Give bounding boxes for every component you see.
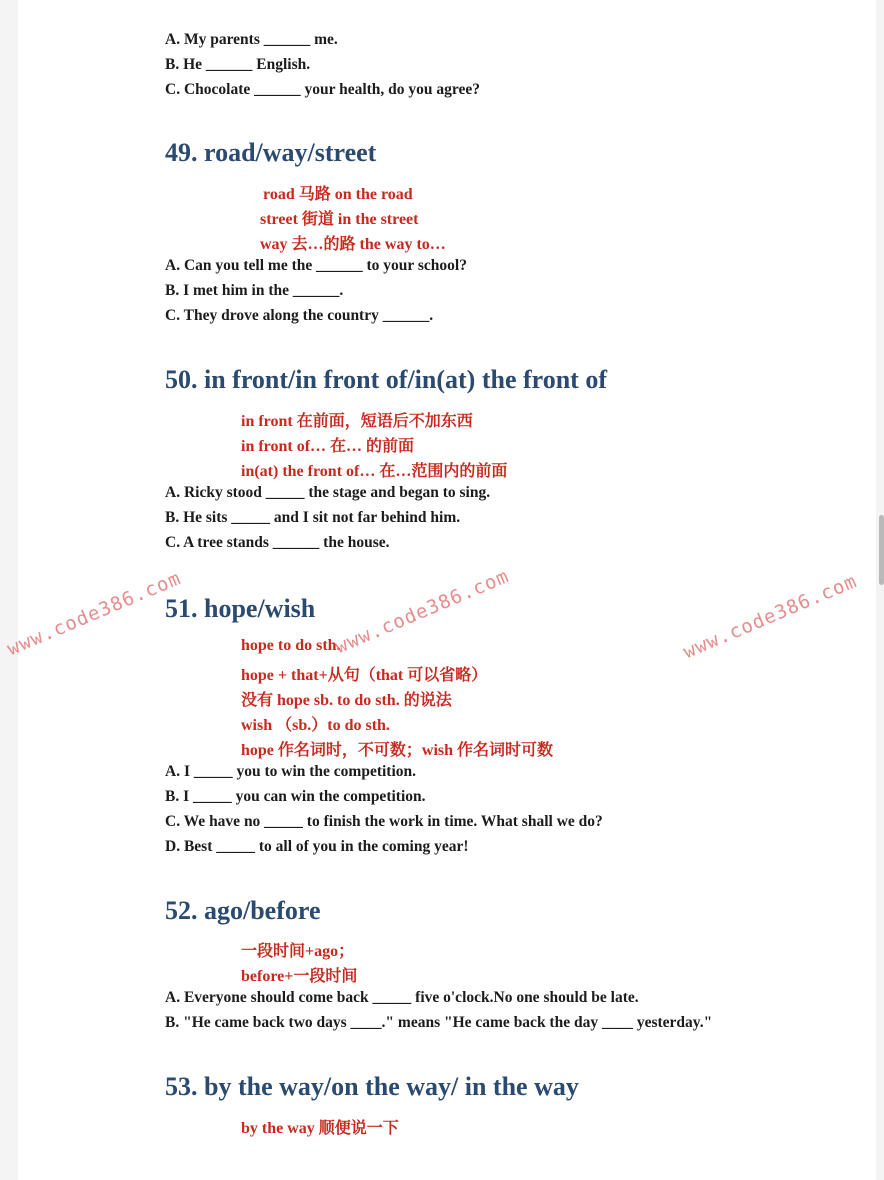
exercise-line: A. I _____ you to win the competition. — [165, 763, 417, 780]
watermark-text: www.code386.com — [4, 567, 185, 661]
exercise-line: C. We have no _____ to finish the work in time. What shall we do? — [165, 813, 603, 830]
exercise-line: B. "He came back two days ____." means "He came back the day ____ yesterday." — [165, 1014, 713, 1031]
note-line: in(at) the front of… 在…范围内的前面 — [241, 463, 508, 480]
note-line: before+一段时间 — [241, 968, 358, 985]
exercise-line: B. He sits _____ and I sit not far behind him. — [165, 509, 461, 526]
exercise-line: A. Ricky stood _____ the stage and began to sing. — [165, 484, 491, 501]
watermark-text: www.code386.com — [332, 565, 513, 659]
note-line: hope to do sth. — [241, 637, 341, 654]
exercise-line: A. Everyone should come back _____ five o'clock.No one should be late. — [165, 989, 639, 1006]
section-heading-49: 49. road/way/street — [165, 138, 377, 167]
note-line: wish （sb.）to do sth. — [241, 717, 390, 734]
section-heading-51: 51. hope/wish — [165, 594, 316, 623]
exercise-line: A. My parents ______ me. — [165, 31, 338, 48]
note-line: street 街道 in the street — [260, 211, 419, 228]
exercise-line: C. A tree stands ______ the house. — [165, 534, 390, 551]
section-heading-52: 52. ago/before — [165, 896, 321, 925]
exercise-line: A. Can you tell me the ______ to your school? — [165, 257, 467, 274]
note-line: hope 作名词时，不可数；wish 作名词时可数 — [241, 742, 554, 759]
note-line: hope + that+从句（that 可以省略） — [241, 667, 488, 684]
exercise-line: C. They drove along the country ______. — [165, 307, 434, 324]
section-heading-50: 50. in front/in front of/in(at) the front of — [165, 365, 607, 394]
exercise-line: B. He ______ English. — [165, 56, 311, 73]
scrollbar-thumb[interactable] — [879, 515, 884, 585]
note-line: 没有 hope sb. to do sth. 的说法 — [241, 692, 452, 709]
note-line: in front of… 在… 的前面 — [241, 438, 415, 455]
watermark-text: www.code386.com — [680, 570, 861, 664]
note-line: 一段时间+ago； — [241, 943, 355, 960]
exercise-line: B. I met him in the ______. — [165, 282, 344, 299]
exercise-line: B. I _____ you can win the competition. — [165, 788, 426, 805]
section-heading-53: 53. by the way/on the way/ in the way — [165, 1072, 579, 1101]
exercise-line: C. Chocolate ______ your health, do you agree? — [165, 81, 481, 98]
exercise-line: D. Best _____ to all of you in the coming year! — [165, 838, 469, 855]
note-line: way 去…的路 the way to… — [260, 236, 446, 253]
note-line: road 马路 on the road — [263, 186, 413, 203]
note-line: by the way 顺便说一下 — [241, 1120, 399, 1137]
note-line: in front 在前面，短语后不加东西 — [241, 413, 473, 430]
